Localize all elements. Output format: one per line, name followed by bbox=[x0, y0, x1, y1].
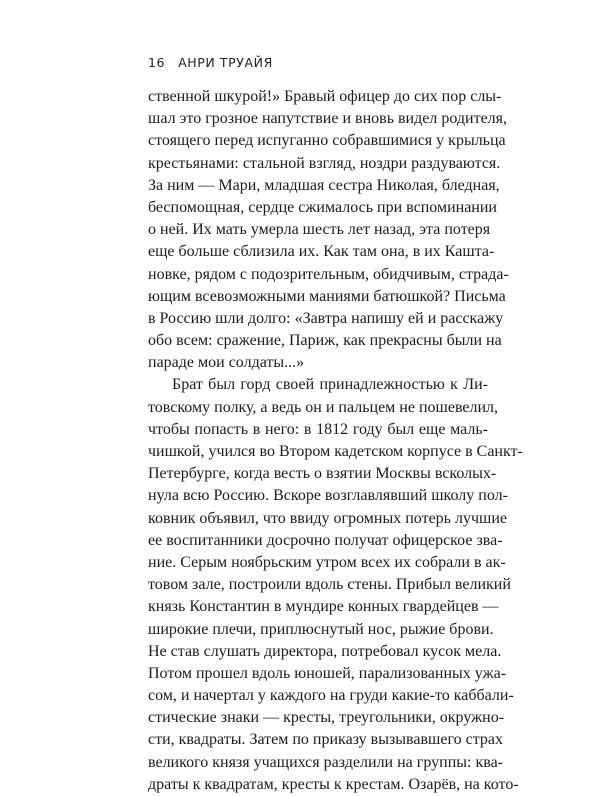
text-line: беспомощная, сердце сжималось при вспоминании bbox=[148, 198, 497, 216]
text-line: чтобы попасть в него: в 1812 году был еще маль- bbox=[148, 420, 488, 438]
text-line: За ним — Мари, младшая сестра Николая, бледная, bbox=[148, 176, 500, 194]
text-line: сти, квадраты. Затем по приказу вызывавшего страх bbox=[148, 731, 504, 749]
text-line: параде мои солдаты...» bbox=[148, 354, 305, 372]
text-line: новке, рядом с подозрительным, обидчивым, страда- bbox=[148, 265, 509, 283]
text-line: товом зале, построили вдоль стены. Прибыл великий bbox=[148, 576, 511, 594]
text-line: чишкой, учился во Втором кадетском корпусе в Санкт- bbox=[148, 443, 523, 460]
text-line: стические знаки — кресты, треугольники, окружно- bbox=[148, 709, 505, 727]
text-line: сом, и начертал у каждого на груди какие-то каббали- bbox=[148, 687, 514, 705]
text-line: стоящего перед испуганно собравшимися у крыльца bbox=[148, 132, 506, 150]
text-line: ющим всевозможными маниями батюшкой? Письма bbox=[148, 287, 506, 305]
text-line: Потом прошел вдоль юношей, парализованных ужа- bbox=[148, 664, 507, 682]
text-line: Петербурге, когда весть о взятии Москвы всколых- bbox=[148, 465, 497, 483]
body-text bbox=[148, 86, 523, 796]
text-line: товскому полку, а ведь он и пальцем не пошевелил, bbox=[148, 398, 499, 416]
text-line: ние. Серым ноябрьским утром всех их собрали в ак- bbox=[148, 553, 506, 571]
text-line: нула всю Россию. Вскоре возглавлявший школу пол- bbox=[148, 487, 508, 505]
running-title: АНРИ ТРУАЙЯ bbox=[178, 55, 273, 70]
page-number: 16 bbox=[148, 55, 166, 70]
text-line: шал это грозное напутствие и вновь видел родителя, bbox=[148, 110, 508, 128]
text-line: князь Константин в мундире конных гвардейцев — bbox=[148, 598, 499, 616]
text-line: еще больше сблизила их. Как там она, в их Кашта- bbox=[148, 243, 495, 261]
text-line: крестьянами: стальной взгляд, ноздри раздуваются. bbox=[148, 154, 501, 172]
paragraph bbox=[148, 374, 523, 796]
text-line: ственной шкурой!» Бравый офицер до сих пор слы- bbox=[148, 88, 502, 105]
text-line: широкие плечи, приплюснутый нос, рыжие брови. bbox=[148, 620, 494, 638]
text-line: великого князя учащихся разделили на группы: ква- bbox=[148, 753, 503, 771]
text-line: ее воспитанники досрочно получат офицерское зва- bbox=[148, 531, 503, 549]
text-line: ковник объявил, что ввиду огромных потерь лучшие bbox=[148, 509, 507, 527]
running-head bbox=[148, 55, 273, 70]
paragraph bbox=[148, 86, 509, 374]
text-line: Не став слушать директора, потребовал кусок мела. bbox=[148, 642, 502, 660]
text-line: обо всем: сражение, Париж, как прекрасны были на bbox=[148, 332, 502, 350]
text-line: в Россию шли долго: «Завтра напишу ей и расскажу bbox=[148, 309, 504, 327]
text-line: Брат был горд своей принадлежностью к Ли- bbox=[172, 376, 488, 394]
text-line: драты к квадратам, кресты к крестам. Озарёв, на кото- bbox=[148, 775, 519, 793]
text-line: о ней. Их мать умерла шесть лет назад, эта потеря bbox=[148, 221, 491, 239]
